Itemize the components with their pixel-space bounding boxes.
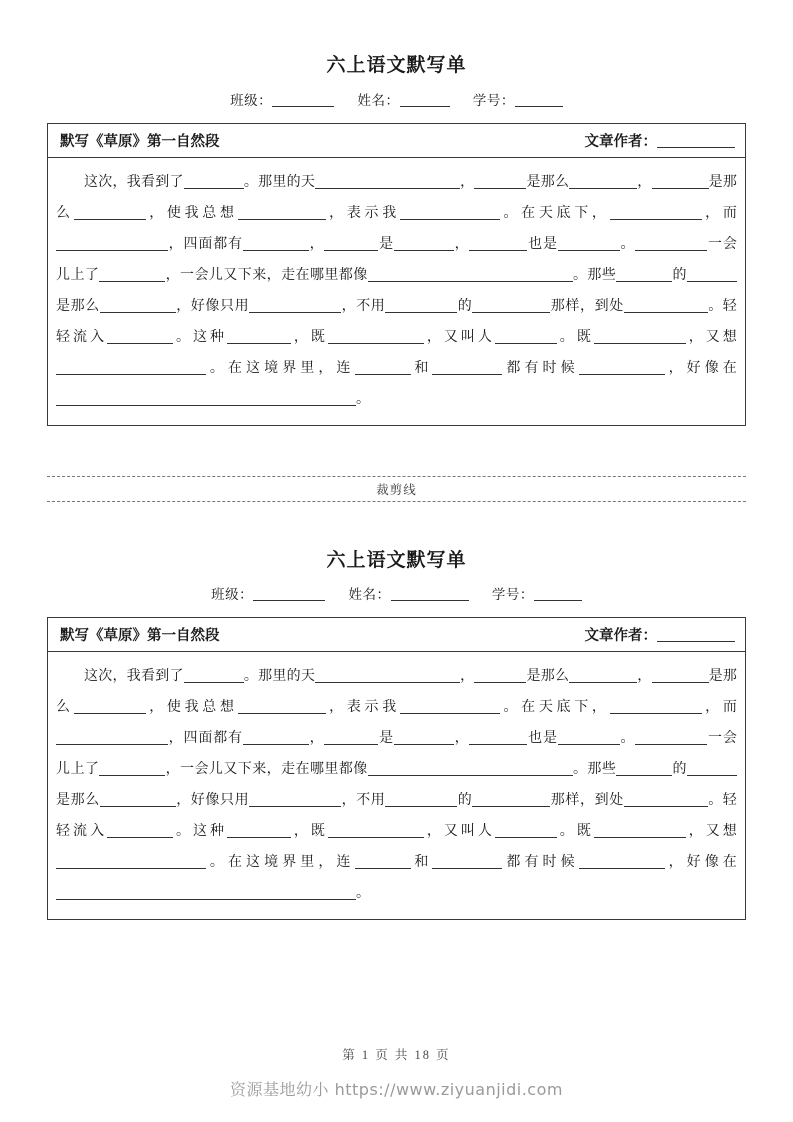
cut-dash-top xyxy=(47,476,746,477)
answer-blank-28[interactable] xyxy=(495,822,557,838)
answer-blank-5[interactable] xyxy=(74,204,146,220)
passage-fragment: 。那里的天 xyxy=(243,669,316,685)
answer-blank-5[interactable] xyxy=(74,698,146,714)
passage-fragment: ，不用 xyxy=(341,298,386,314)
watermark: 资源基地幼小 https://www.ziyuanjidi.com xyxy=(230,1080,563,1099)
answer-blank-16[interactable] xyxy=(99,760,165,776)
answer-blank-12[interactable] xyxy=(394,729,454,745)
class-blank-bottom[interactable] xyxy=(253,587,325,601)
answer-blank-14[interactable] xyxy=(558,729,620,745)
passage-fragment: 。既 xyxy=(556,824,594,840)
cut-line-area xyxy=(0,470,793,508)
answer-blank-9[interactable] xyxy=(56,729,168,745)
passage-fragment: 是那么 xyxy=(56,793,100,809)
passage-fragment: ， xyxy=(308,236,325,252)
answer-blank-17[interactable] xyxy=(368,760,573,776)
answer-blank-25[interactable] xyxy=(107,328,173,344)
answer-blank-25[interactable] xyxy=(107,822,173,838)
passage-fragment: ，好像只用 xyxy=(175,298,250,314)
answer-blank-20[interactable] xyxy=(100,297,176,313)
passage-fragment: 是那么 xyxy=(56,669,738,716)
answer-blank-23[interactable] xyxy=(472,297,550,313)
answer-blank-23[interactable] xyxy=(472,791,550,807)
name-label: 姓名： xyxy=(357,92,400,108)
student-id-label-bottom: 学号： xyxy=(491,587,534,603)
passage-fragment: ， xyxy=(637,669,652,685)
answer-blank-21[interactable] xyxy=(249,791,341,807)
passage-fragment: ， xyxy=(460,174,475,190)
passage-fragment: ，又叫人 xyxy=(423,824,495,840)
answer-blank-12[interactable] xyxy=(394,235,454,251)
passage-fragment: 的 xyxy=(672,267,687,283)
student-info-line-top xyxy=(47,92,746,111)
answer-blank-8[interactable] xyxy=(610,204,702,220)
passage-fragment: 都有时候 xyxy=(502,360,579,376)
passage-fragment: 那样，到处 xyxy=(550,793,624,809)
page-title-bottom: 六上语文默写单 xyxy=(326,549,467,571)
worksheet-copy-bottom xyxy=(0,508,793,921)
passage-fragment: 也是 xyxy=(527,236,558,252)
passage-fragment: 。在这境界里，连 xyxy=(206,855,355,871)
passage-fragment: 。轻轻流入 xyxy=(56,298,738,345)
answer-blank-34[interactable] xyxy=(56,884,356,900)
answer-blank-18[interactable] xyxy=(616,266,672,282)
passage-fragment: 。 xyxy=(619,731,636,747)
name-blank-bottom[interactable] xyxy=(391,587,469,601)
answer-blank-19[interactable] xyxy=(687,266,737,282)
answer-blank-24[interactable] xyxy=(624,297,708,313)
answer-blank-8[interactable] xyxy=(610,698,702,714)
student-id-label: 学号： xyxy=(472,92,515,108)
answer-blank-10[interactable] xyxy=(243,729,309,745)
answer-blank-7[interactable] xyxy=(400,204,500,220)
answer-blank-15[interactable] xyxy=(635,729,707,745)
passage-fragment: ，表示我 xyxy=(325,700,400,716)
exercise-header-bottom xyxy=(48,618,745,652)
name-field-bottom[interactable] xyxy=(349,586,469,605)
answer-blank-4[interactable] xyxy=(652,667,709,683)
answer-blank-22[interactable] xyxy=(385,297,457,313)
class-field[interactable] xyxy=(230,92,334,111)
passage-fragment: 。在天底下， xyxy=(499,700,610,716)
answer-blank-14[interactable] xyxy=(558,235,620,251)
answer-blank-11[interactable] xyxy=(324,235,378,251)
passage-fragment: ， xyxy=(637,174,652,190)
passage-fragment: ，不用 xyxy=(341,793,386,809)
passage-fragment: 这次，我看到了 xyxy=(84,669,184,685)
passage-fragment: 。 xyxy=(619,236,636,252)
answer-blank-1[interactable] xyxy=(315,173,460,189)
answer-blank-31[interactable] xyxy=(355,853,411,869)
student-id-blank-bottom[interactable] xyxy=(534,587,582,601)
passage-fragment: ， xyxy=(308,731,325,747)
passage-fragment: ，一会儿又下来，走在哪里都像 xyxy=(165,762,368,778)
answer-blank-1[interactable] xyxy=(315,667,460,683)
exercise-header-top xyxy=(48,124,745,158)
passage-fragment: ， xyxy=(453,236,470,252)
answer-blank-20[interactable] xyxy=(100,791,176,807)
answer-blank-32[interactable] xyxy=(432,853,502,869)
passage-fragment: 是 xyxy=(378,731,394,747)
passage-fragment: 是那么 xyxy=(56,174,738,221)
passage-fragment: ，四面都有 xyxy=(168,236,243,252)
answer-blank-27[interactable] xyxy=(328,328,424,344)
passage-fragment: ，好像在 xyxy=(664,855,737,871)
passage-fragment: ，又想 xyxy=(685,329,737,345)
answer-blank-29[interactable] xyxy=(594,822,686,838)
answer-blank-33[interactable] xyxy=(579,359,665,375)
passage-fragment: 的 xyxy=(457,298,473,314)
exercise-box-top xyxy=(47,123,746,426)
passage-fragment: 。在这境界里，连 xyxy=(206,360,355,376)
author-label-bottom: 文章作者： xyxy=(584,628,657,645)
class-blank[interactable] xyxy=(272,93,334,107)
passage-fragment: 是那么 xyxy=(526,174,570,190)
passage-fragment: 。那些 xyxy=(572,267,617,283)
passage-fragment: 。那些 xyxy=(572,762,617,778)
author-label: 文章作者： xyxy=(584,133,657,150)
passage-fragment: ，而 xyxy=(701,205,738,221)
answer-blank-16[interactable] xyxy=(99,266,165,282)
answer-blank-0[interactable] xyxy=(184,667,244,683)
answer-blank-28[interactable] xyxy=(495,328,557,344)
passage-fragment: 这次，我看到了 xyxy=(84,174,184,190)
passage-fragment: 都有时候 xyxy=(502,855,579,871)
passage-fragment: ，又想 xyxy=(685,824,737,840)
answer-blank-2[interactable] xyxy=(474,173,526,189)
answer-blank-30[interactable] xyxy=(56,359,206,375)
class-label-bottom: 班级： xyxy=(211,587,254,603)
answer-blank-32[interactable] xyxy=(432,359,502,375)
student-id-field[interactable] xyxy=(473,92,563,111)
passage-text-top xyxy=(56,167,737,415)
answer-blank-10[interactable] xyxy=(243,235,309,251)
page-number: 第 1 页 共 18 页 xyxy=(342,1048,451,1062)
passage-fragment: ，好像只用 xyxy=(175,793,250,809)
passage-fragment: 和 xyxy=(410,855,433,871)
student-id-field-bottom[interactable] xyxy=(492,586,582,605)
passage-fragment: ， xyxy=(460,669,475,685)
answer-blank-6[interactable] xyxy=(238,698,326,714)
passage-fragment: 的 xyxy=(457,793,473,809)
passage-fragment: 的 xyxy=(672,762,687,778)
answer-blank-30[interactable] xyxy=(56,853,206,869)
class-label: 班级： xyxy=(230,92,273,108)
answer-blank-33[interactable] xyxy=(579,853,665,869)
author-field[interactable] xyxy=(585,130,736,151)
student-info-line-bottom xyxy=(47,586,746,605)
author-field-bottom[interactable] xyxy=(585,624,736,645)
exercise-box-bottom xyxy=(47,617,746,920)
passage-fragment: ，好像在 xyxy=(664,360,737,376)
passage-fragment: 。这种 xyxy=(173,329,228,345)
answer-blank-18[interactable] xyxy=(616,760,672,776)
answer-blank-4[interactable] xyxy=(652,173,709,189)
author-blank[interactable] xyxy=(657,134,735,148)
answer-blank-3[interactable] xyxy=(569,667,637,683)
class-field-bottom[interactable] xyxy=(211,586,325,605)
task-title: 默写《草原》第一自然段 xyxy=(60,133,220,150)
name-blank[interactable] xyxy=(400,93,450,107)
answer-blank-15[interactable] xyxy=(635,235,707,251)
passage-fragment: ，既 xyxy=(291,824,328,840)
passage-fragment: 那样，到处 xyxy=(550,298,624,314)
author-blank-bottom[interactable] xyxy=(657,628,735,642)
answer-blank-6[interactable] xyxy=(238,204,326,220)
answer-blank-29[interactable] xyxy=(594,328,686,344)
passage-fragment: 。在天底下， xyxy=(499,205,610,221)
answer-blank-31[interactable] xyxy=(355,359,411,375)
answer-blank-0[interactable] xyxy=(184,173,244,189)
passage-text-bottom xyxy=(56,661,737,909)
passage-fragment: 一会儿上了 xyxy=(56,731,738,778)
page-title: 六上语文默写单 xyxy=(326,55,467,76)
answer-blank-11[interactable] xyxy=(324,729,378,745)
worksheet-copy-top xyxy=(0,0,793,426)
answer-blank-26[interactable] xyxy=(227,328,291,344)
answer-blank-22[interactable] xyxy=(385,791,457,807)
answer-blank-26[interactable] xyxy=(227,822,291,838)
answer-blank-3[interactable] xyxy=(569,173,637,189)
name-field[interactable] xyxy=(358,92,450,111)
cut-line-label: 裁剪线 xyxy=(370,480,423,498)
passage-fragment: 是那么 xyxy=(56,298,100,314)
passage-fragment: ，表示我 xyxy=(325,205,400,221)
task-title-bottom: 默写《草原》第一自然段 xyxy=(60,628,220,645)
answer-blank-7[interactable] xyxy=(400,698,500,714)
passage-fragment: 。 xyxy=(356,391,371,407)
passage-fragment: ，而 xyxy=(701,700,738,716)
answer-blank-9[interactable] xyxy=(56,235,168,251)
passage-fragment: ，使我总想 xyxy=(145,700,238,716)
exercise-body-bottom xyxy=(48,652,745,919)
passage-fragment: ， xyxy=(453,731,470,747)
passage-fragment: 是那么 xyxy=(526,669,570,685)
passage-fragment: ，使我总想 xyxy=(145,205,238,221)
answer-blank-2[interactable] xyxy=(474,667,526,683)
passage-fragment: 是 xyxy=(378,236,394,252)
answer-blank-27[interactable] xyxy=(328,822,424,838)
exercise-body-top xyxy=(48,158,745,425)
answer-blank-34[interactable] xyxy=(56,390,356,406)
passage-fragment: 。那里的天 xyxy=(243,174,316,190)
passage-fragment: 和 xyxy=(410,360,433,376)
cut-dash-bottom xyxy=(47,501,746,502)
student-id-blank[interactable] xyxy=(515,93,563,107)
passage-fragment: 。这种 xyxy=(173,824,228,840)
passage-fragment: 。 xyxy=(356,886,371,902)
passage-fragment: 也是 xyxy=(527,731,558,747)
page-footer xyxy=(0,1045,793,1100)
answer-blank-21[interactable] xyxy=(249,297,341,313)
answer-blank-24[interactable] xyxy=(624,791,708,807)
passage-fragment: ，一会儿又下来，走在哪里都像 xyxy=(165,267,368,283)
answer-blank-17[interactable] xyxy=(368,266,573,282)
passage-fragment: ，又叫人 xyxy=(423,329,495,345)
answer-blank-13[interactable] xyxy=(469,235,527,251)
answer-blank-13[interactable] xyxy=(469,729,527,745)
answer-blank-19[interactable] xyxy=(687,760,737,776)
passage-fragment: ，既 xyxy=(291,329,328,345)
name-label-bottom: 姓名： xyxy=(348,587,391,603)
passage-fragment: 一会儿上了 xyxy=(56,236,738,283)
passage-fragment: 。轻轻流入 xyxy=(56,793,738,840)
passage-fragment: 。既 xyxy=(556,329,594,345)
passage-fragment: ，四面都有 xyxy=(168,731,243,747)
